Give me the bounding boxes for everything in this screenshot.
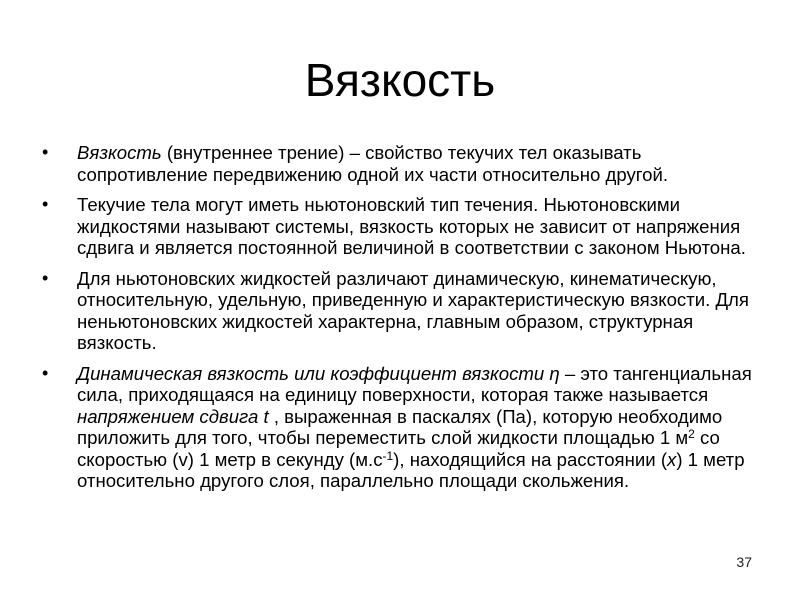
bullet-text: ) 1 метр относительно другого слоя, параллельно площади скольжения. bbox=[77, 448, 745, 491]
bullet-text: Текучие тела могут иметь ньютоновский тип течения. Ньютоновскими жидкостями называют системы, вязкость которых не зависит от напряжения сдвига и является постоянной величиной в соответствии с законом Ньютона. bbox=[77, 194, 746, 258]
bullet-item-viscosity-definition bbox=[42, 142, 774, 185]
bullet-icon: • bbox=[42, 194, 49, 214]
superscript-2: 2 bbox=[688, 427, 695, 441]
bullet-text: ), находящийся на расстоянии ( bbox=[393, 448, 668, 470]
term-shear-stress: напряжением сдвига t bbox=[77, 405, 269, 427]
bullet-icon: • bbox=[42, 362, 49, 383]
bullet-text: , выраженная в паскалях (Па), которую необходимо приложить для того, чтобы переместить слой жидкости площадью 1 м bbox=[77, 405, 723, 448]
term-dynamic-viscosity: Динамическая вязкость или коэффициент вязкости η bbox=[77, 362, 560, 384]
slide-title: Вязкость bbox=[304, 54, 496, 106]
bullet-text: – это тангенциальная сила, приходящаяся на единицу поверхности, которая также называется bbox=[77, 362, 752, 405]
page-number: 37 bbox=[736, 554, 752, 570]
bullet-item-newtonian-flow bbox=[42, 194, 774, 259]
bullet-list bbox=[42, 142, 774, 501]
bullet-item-dynamic-viscosity bbox=[42, 363, 774, 492]
variable-x: x bbox=[667, 448, 677, 470]
term-viscosity: Вязкость bbox=[77, 142, 162, 163]
superscript-minus-1: -1 bbox=[382, 448, 394, 463]
bullet-text: Для ньютоновских жидкостей различают динамическую, кинематическую, относительную, удельную, приведенную и характеристическую вязкости. Для неньютоновских жидкостей характерна, главным образом, структурная вязкость. bbox=[77, 267, 749, 353]
bullet-icon: • bbox=[42, 267, 49, 288]
bullet-item-viscosity-types bbox=[42, 268, 774, 354]
bullet-text: (внутреннее трение) – свойство текучих тел оказывать сопротивление передвижению одной их части относительно другой. bbox=[77, 142, 669, 185]
bullet-text: со скоростью (v) 1 метр в секунду (м.с bbox=[77, 427, 720, 470]
bullet-icon: • bbox=[42, 142, 49, 162]
